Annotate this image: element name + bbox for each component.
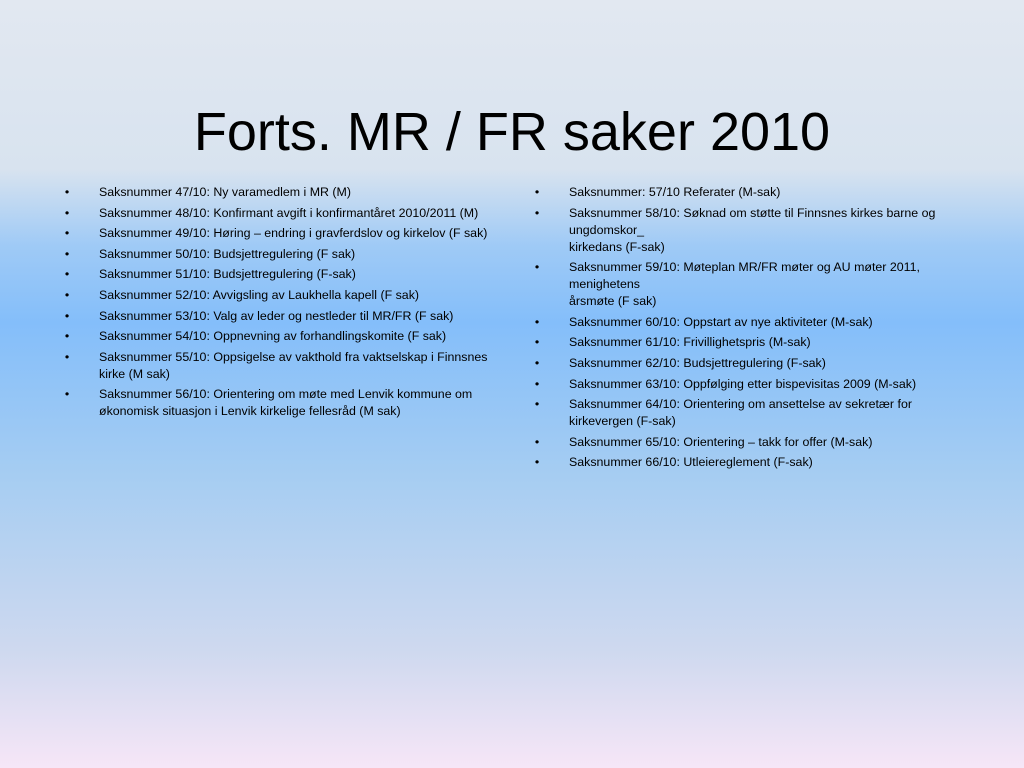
list-item-text: Saksnummer 55/10: Oppsigelse av vakthold fra vaktselskap i Finnsnes kirke (M sak): [99, 349, 488, 381]
bullet-icon: •: [64, 308, 70, 323]
bullet-icon: •: [64, 246, 70, 261]
list-item: [58, 349, 490, 383]
list-item: [58, 287, 490, 304]
list-item-text: Saksnummer 54/10: Oppnevning av forhandlingskomite (F sak): [99, 329, 447, 344]
list-item: [58, 205, 490, 222]
list-item-text: Saksnummer 53/10: Valg av leder og nestleder til MR/FR (F sak): [99, 308, 454, 323]
list-item: [528, 355, 958, 372]
bullet-icon: •: [534, 434, 540, 449]
bullet-icon: •: [534, 205, 540, 220]
list-item-text: Saksnummer 62/10: Budsjettregulering (F-sak): [569, 355, 826, 370]
list-item: [528, 396, 958, 430]
bullet-icon: •: [534, 355, 540, 370]
list-item-text: Saksnummer 50/10: Budsjettregulering (F sak): [99, 246, 356, 261]
list-item-text: Saksnummer 56/10: Orientering om møte med Lenvik kommune om økonomisk situasjon i Lenvik kirkelige fellesråd (M sak): [99, 387, 473, 419]
slide-title: Forts. MR / FR saker 2010: [193, 102, 831, 163]
list-item: [58, 328, 490, 345]
bullet-icon: •: [534, 185, 540, 199]
list-item-text: Saksnummer 48/10: Konfirmant avgift i konfirmantåret 2010/2011 (M): [99, 205, 479, 220]
list-item-text: Saksnummer: 57/10 Referater (M-sak): [569, 185, 781, 199]
list-item: [528, 454, 958, 471]
list-item-text: Saksnummer 63/10: Oppfølging etter bispevisitas 2009 (M-sak): [569, 376, 917, 391]
bullet-icon: •: [64, 387, 70, 402]
bullet-icon: •: [64, 185, 70, 199]
bullet-icon: •: [64, 287, 70, 302]
list-item: [528, 314, 958, 331]
list-item: [58, 225, 490, 242]
list-item: [528, 205, 958, 256]
list-item-text: Saksnummer 61/10: Frivillighetspris (M-sak): [569, 335, 811, 350]
list-item-text: Saksnummer 65/10: Orientering – takk for offer (M-sak): [569, 434, 873, 449]
bullet-icon: •: [534, 260, 540, 275]
list-item: [58, 266, 490, 283]
bullet-icon: •: [64, 226, 70, 241]
list-item-text: Saksnummer 49/10: Høring – endring i gravferdslov og kirkelov (F sak): [99, 226, 488, 241]
bullet-icon: •: [64, 267, 70, 282]
bullet-icon: •: [64, 205, 70, 220]
list-item: [528, 259, 958, 310]
left-case-list: [58, 184, 490, 424]
list-item-text: Saksnummer 52/10: Avvigsling av Laukhella kapell (F sak): [99, 287, 420, 302]
list-item-text: Saksnummer 60/10: Oppstart av nye aktiviteter (M-sak): [569, 314, 873, 329]
list-item: [58, 308, 490, 325]
list-item: [58, 246, 490, 263]
bullet-icon: •: [64, 349, 70, 364]
list-item: [58, 184, 490, 201]
list-item-text: Saksnummer 51/10: Budsjettregulering (F-sak): [99, 267, 356, 282]
bullet-icon: •: [534, 455, 540, 470]
list-item: [528, 334, 958, 351]
list-item-text: Saksnummer 47/10: Ny varamedlem i MR (M): [99, 185, 352, 199]
list-item-text: Saksnummer 58/10: Søknad om støtte til Finnsnes kirkes barne og ungdomskor_ kirkedans (F-sak): [569, 205, 936, 254]
list-item: [528, 376, 958, 393]
list-item-text: Saksnummer 66/10: Utleiereglement (F-sak): [569, 455, 813, 470]
list-item: [528, 434, 958, 451]
list-item: [528, 184, 958, 201]
bullet-icon: •: [534, 397, 540, 412]
list-item: [58, 386, 490, 420]
bullet-icon: •: [534, 314, 540, 329]
bullet-icon: •: [64, 329, 70, 344]
bullet-icon: •: [534, 335, 540, 350]
bullet-icon: •: [534, 376, 540, 391]
list-item-text: Saksnummer 64/10: Orientering om ansettelse av sekretær for kirkevergen (F-sak): [569, 397, 912, 429]
list-item-text: Saksnummer 59/10: Møteplan MR/FR møter og AU møter 2011, menighetens årsmøte (F sak): [569, 260, 920, 309]
right-case-list: [528, 184, 958, 475]
